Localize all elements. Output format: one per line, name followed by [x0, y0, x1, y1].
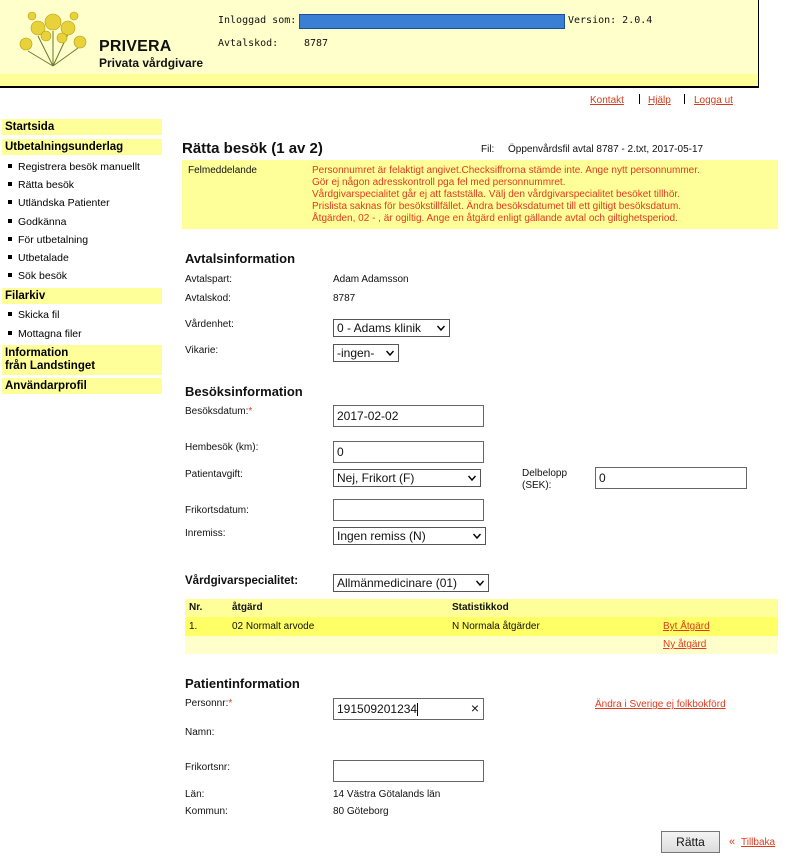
contract-code-label: Avtalskod:: [218, 38, 279, 49]
county-value: 14 Västra Götalands län: [333, 789, 441, 800]
sidebar-item-approve[interactable]: Godkänna: [8, 216, 66, 228]
bullet-icon: [8, 273, 12, 277]
patient-fee-label: Patientavgift:: [185, 469, 243, 480]
row-stat-code: N Normala åtgärder: [452, 621, 540, 632]
sidebar-item-paid[interactable]: Utbetalade: [8, 252, 69, 264]
visit-info-heading: Besöksinformation: [185, 384, 303, 399]
patient-fee-select[interactable]: Nej, Frikort (F): [333, 469, 481, 487]
contract-info-heading: Avtalsinformation: [185, 251, 296, 266]
pnr-input[interactable]: 191509201234 ×: [333, 698, 484, 720]
error-messages: Personnumret är felaktigt angivet.Checksiffrorna stämde inte. Ange nytt personnummer. Gör ej någon adresskontroll pga fel med personnummret. Vårdgivarspecialitet går ej att fastställa. Välj den vårdgivarspecialitet besöket tillhör. Prislista saknas för besökstillfället. Ändra besöksdatumet till ett giltigt besöksdatum. Åtgärden, 02 - , är ogiltig. Ange en åtgärd enligt gällande avtal och giltighetsperiod.: [312, 165, 700, 224]
sidebar-item-for-payment[interactable]: För utbetalning: [8, 234, 88, 246]
bullet-icon: [8, 164, 12, 168]
column-header: åtgärd: [232, 602, 263, 613]
free-card-number-input[interactable]: [333, 760, 484, 782]
free-card-number-label: Frikortsnr:: [185, 762, 230, 773]
partial-amount-input[interactable]: 0: [595, 467, 747, 489]
visit-date-input[interactable]: 2017-02-02: [333, 405, 484, 427]
municipality-label: Kommun:: [185, 806, 228, 817]
change-action-link[interactable]: Byt Åtgärd: [663, 621, 710, 632]
contract-code-value: 8787: [333, 293, 356, 304]
page-title: Rätta besök (1 av 2): [182, 140, 323, 157]
contract-code-label: Avtalskod:: [185, 293, 231, 304]
sidebar-item-correct-visit[interactable]: Rätta besök: [8, 179, 74, 191]
sidebar-user-profile[interactable]: Användarprofil: [2, 378, 162, 394]
specialty-label: Vårdgivarspecialitet:: [185, 575, 299, 587]
sidebar-item-send-file[interactable]: Skicka fil: [8, 309, 59, 321]
column-header: Statistikkod: [452, 602, 509, 613]
table-row: [185, 636, 778, 654]
home-visit-input[interactable]: 0: [333, 441, 484, 463]
new-action-link[interactable]: Ny åtgärd: [663, 639, 707, 650]
link-separator: [684, 94, 685, 104]
text-cursor: [417, 703, 418, 716]
care-unit-label: Vårdenhet:: [185, 319, 234, 330]
county-label: Län:: [185, 789, 205, 800]
bullet-icon: [8, 200, 12, 204]
file-label: Fil:: [481, 144, 495, 155]
free-card-date-label: Frikortsdatum:: [185, 505, 249, 516]
bullet-icon: [8, 237, 12, 241]
flower-logo-icon: [8, 6, 98, 68]
sidebar-information[interactable]: Information från Landstinget: [2, 345, 162, 375]
home-visit-label: Hembesök (km):: [185, 442, 259, 453]
name-label: Namn:: [185, 727, 215, 738]
sidebar-file-archive[interactable]: Filarkiv: [2, 288, 162, 304]
referral-label: Inremiss:: [185, 528, 226, 539]
substitute-select[interactable]: -ingen-: [333, 344, 399, 362]
bullet-icon: [8, 312, 12, 316]
chevron-down-icon: [468, 474, 476, 482]
back-arrows-icon: «: [729, 836, 736, 848]
link-separator: [639, 94, 640, 104]
substitute-label: Vikarie:: [185, 345, 219, 356]
chevron-down-icon: [386, 349, 394, 357]
back-link[interactable]: Tillbaka: [741, 837, 776, 848]
care-unit-select[interactable]: 0 - Adams klinik: [333, 319, 450, 337]
bullet-icon: [8, 182, 12, 186]
logged-in-label: Inloggad som:: [218, 15, 297, 26]
help-link[interactable]: Hjälp: [648, 95, 671, 106]
bullet-icon: [8, 219, 12, 223]
actions-table-header: [185, 599, 778, 617]
sidebar-payment-basis[interactable]: Utbetalningsunderlag: [2, 139, 162, 155]
file-value: Öppenvårdsfil avtal 8787 - 2.txt, 2017-05-17: [508, 144, 704, 155]
contract-code-value: 8787: [304, 38, 329, 49]
logo-subtitle: Privata vårdgivare: [99, 56, 204, 70]
change-registration-link[interactable]: Ändra i Sverige ej folkbokförd: [595, 699, 726, 710]
contact-link[interactable]: Kontakt: [590, 95, 624, 106]
patient-info-heading: Patientinformation: [185, 676, 300, 691]
contract-party-value: Adam Adamsson: [333, 274, 409, 285]
header-band: [0, 74, 758, 86]
logged-in-user-redacted: [299, 14, 565, 29]
sidebar-start[interactable]: Startsida: [2, 119, 162, 135]
table-row: [185, 617, 778, 636]
clear-icon[interactable]: ×: [470, 700, 479, 716]
pnr-label: Personnr:*: [185, 698, 233, 709]
sidebar-item-foreign-patients[interactable]: Utländska Patienter: [8, 197, 110, 209]
contract-party-label: Avtalspart:: [185, 274, 233, 285]
sidebar-item-received-files[interactable]: Mottagna filer: [8, 328, 82, 340]
page-header: [0, 0, 759, 88]
sidebar-item-register-visit[interactable]: Registrera besök manuellt: [8, 161, 140, 173]
bullet-icon: [8, 331, 12, 335]
referral-select[interactable]: Ingen remiss (N): [333, 527, 486, 545]
row-number: 1.: [189, 621, 198, 632]
column-header: Nr.: [189, 602, 203, 613]
chevron-down-icon: [437, 324, 445, 332]
version-label: Version: 2.0.4: [568, 15, 653, 26]
logo-title: PRIVERA: [99, 38, 172, 55]
sidebar-item-search-visits[interactable]: Sök besök: [8, 270, 67, 282]
error-box: [182, 160, 778, 229]
submit-correction-button[interactable]: Rätta: [661, 831, 720, 853]
chevron-down-icon: [476, 579, 484, 587]
partial-amount-label: Delbelopp (SEK):: [522, 468, 568, 491]
chevron-down-icon: [473, 532, 481, 540]
row-action: 02 Normalt arvode: [232, 621, 315, 632]
visit-date-label: Besöksdatum:*: [185, 406, 253, 417]
free-card-date-input[interactable]: [333, 499, 484, 521]
specialty-select[interactable]: Allmänmedicinare (01): [333, 574, 489, 592]
municipality-value: 80 Göteborg: [333, 806, 389, 817]
error-label: Felmeddelande: [188, 165, 257, 176]
bullet-icon: [8, 255, 12, 259]
logout-link[interactable]: Logga ut: [694, 95, 733, 106]
